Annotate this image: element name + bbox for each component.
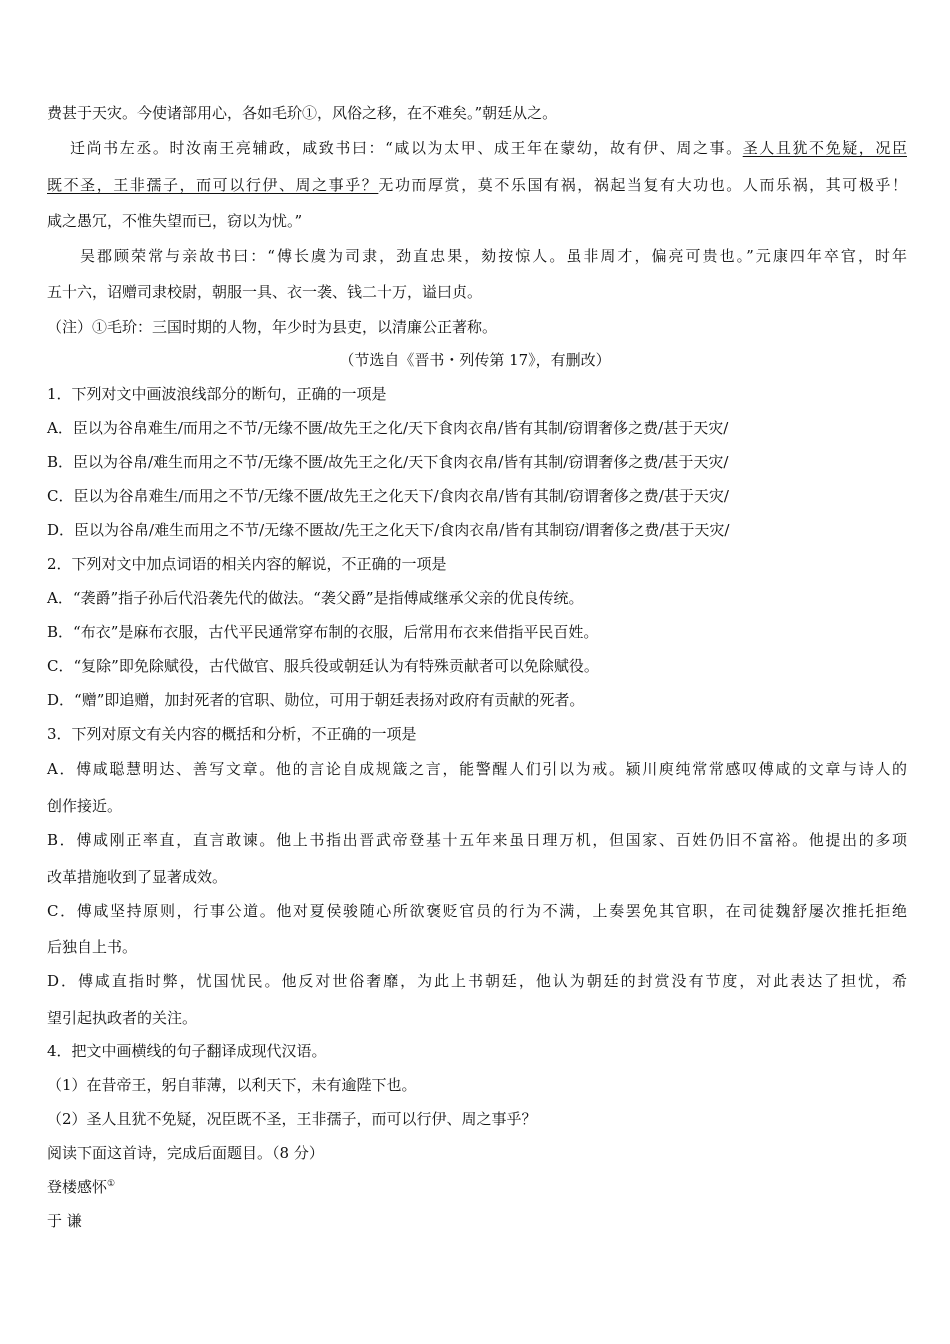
passage-paragraph-2-line-2	[47, 175, 907, 195]
question-1-option-c: C．臣以为谷帛难生/而用之不节/无缘不匮/故先王之化天下/食肉衣帛/皆有其制/窃谓奢侈之费/甚于天灾/	[47, 487, 729, 505]
source-citation: （节选自《晋书・列传第 17》，有删改）	[339, 351, 611, 369]
question-2-option-c: C．“复除”即免除赋役，古代做官、服兵役或朝廷认为有特殊贡献者可以免除赋役。	[47, 657, 599, 675]
footnote: （注）①毛玠：三国时期的人物，年少时为县吏，以清廉公正著称。	[47, 318, 498, 336]
passage-text: 迁尚书左丞。时汝南王亮辅政，咸致书曰：“咸以为太甲、成王年在蒙幼，故有伊、周之事。	[70, 139, 743, 157]
underlined-sentence: 既不圣，王非孺子，而可以行伊、周之事乎？	[47, 176, 379, 194]
passage-line: 五十六，诏赠司隶校尉，朝服一具、衣一袭、钱二十万，谥曰贞。	[47, 283, 483, 301]
question-2-option-d: D．“赠”即追赠，加封死者的官职、勋位，可用于朝廷表扬对政府有贡献的死者。	[47, 691, 585, 709]
question-3-option-d: D．傅咸直指时弊，忧国忧民。他反对世俗奢靡，为此上书朝廷，他认为朝廷的封赏没有节度，对此表达了担忧，希	[47, 972, 907, 990]
question-4-sentence-2: （2）圣人且犹不免疑，况臣既不圣，王非孺子，而可以行伊、周之事乎？	[47, 1110, 537, 1128]
question-3-stem: 3．下列对原文有关内容的概括和分析，不正确的一项是	[47, 725, 417, 743]
question-3-option-d-cont: 望引起执政者的关注。	[47, 1009, 198, 1027]
question-3-option-b: B．傅咸刚正率直，直言敢谏。他上书指出晋武帝登基十五年来虽日理万机，但国家、百姓仍旧不富裕。他提出的多项	[47, 831, 907, 849]
question-3-option-b-cont: 改革措施收到了显著成效。	[47, 868, 228, 886]
passage-line: 费甚于天灾。今使诸部用心，各如毛玠①，风俗之移，在不难矣。”朝廷从之。	[47, 104, 558, 122]
question-2-option-b: B．“布衣”是麻布衣服，古代平民通常穿布制的衣服，后常用布衣来借指平民百姓。	[47, 623, 599, 641]
question-1-option-a: A．臣以为谷帛难生/而用之不节/无缘不匮/故先王之化/天下食肉衣帛/皆有其制/窃谓奢侈之费/甚于天灾/	[47, 419, 729, 437]
question-1-stem: 1．下列对文中画波浪线部分的断句，正确的一项是	[47, 385, 387, 403]
underlined-sentence: 圣人且犹不免疑，况臣	[742, 139, 907, 157]
poem-intro: 阅读下面这首诗，完成后面题目。（8 分）	[47, 1144, 324, 1162]
question-4-stem: 4．把文中画横线的句子翻译成现代汉语。	[47, 1042, 327, 1060]
question-1-option-b: B．臣以为谷帛/难生而用之不节/无缘不匮/故先王之化/天下食肉衣帛/皆有其制/窃谓奢侈之费/甚于天灾/	[47, 453, 729, 471]
poem-title-text: 登楼感怀	[47, 1178, 108, 1196]
question-3-option-a: A．傅咸聪慧明达、善写文章。他的言论自成规箴之言，能警醒人们引以为戒。颍川庾纯常常感叹傅咸的文章与诗人的	[47, 760, 907, 778]
passage-line: 吴郡顾荣常与亲故书曰：“傅长虞为司隶，劲直忠果，劾按惊人。虽非周才，偏亮可贵也。”元康四年卒官，时年	[80, 247, 907, 265]
passage-text: 无功而厚赏，莫不乐国有祸，祸起当复有大功也。人而乐祸，其可极乎！	[378, 176, 907, 194]
poem-title	[47, 1177, 907, 1197]
question-2-stem: 2．下列对文中加点词语的相关内容的解说，不正确的一项是	[47, 555, 447, 573]
question-1-option-d: D．臣以为谷帛/难生而用之不节/无缘不匮故/先王之化天下/食肉衣帛/皆有其制窃/谓奢侈之费/甚于天灾/	[47, 521, 730, 539]
passage-line: 咸之愚冗，不惟失望而已，窃以为忧。”	[47, 212, 303, 230]
poem-author: 于 谦	[47, 1212, 82, 1230]
passage-paragraph-2-line-1	[70, 138, 907, 158]
poem-title-footnote-mark: ①	[107, 1179, 116, 1189]
question-3-option-c: C．傅咸坚持原则，行事公道。他对夏侯骏随心所欲褒贬官员的行为不满，上奏罢免其官职，在司徒魏舒屡次推托拒绝	[47, 902, 907, 920]
question-3-option-a-cont: 创作接近。	[47, 797, 123, 815]
question-2-option-a: A．“袭爵”指子孙后代沿袭先代的做法。“袭父爵”是指傅咸继承父亲的优良传统。	[47, 589, 584, 607]
question-3-option-c-cont: 后独自上书。	[47, 938, 138, 956]
question-4-sentence-1: （1）在昔帝王，躬自菲薄，以利天下，未有逾陛下也。	[47, 1076, 417, 1094]
